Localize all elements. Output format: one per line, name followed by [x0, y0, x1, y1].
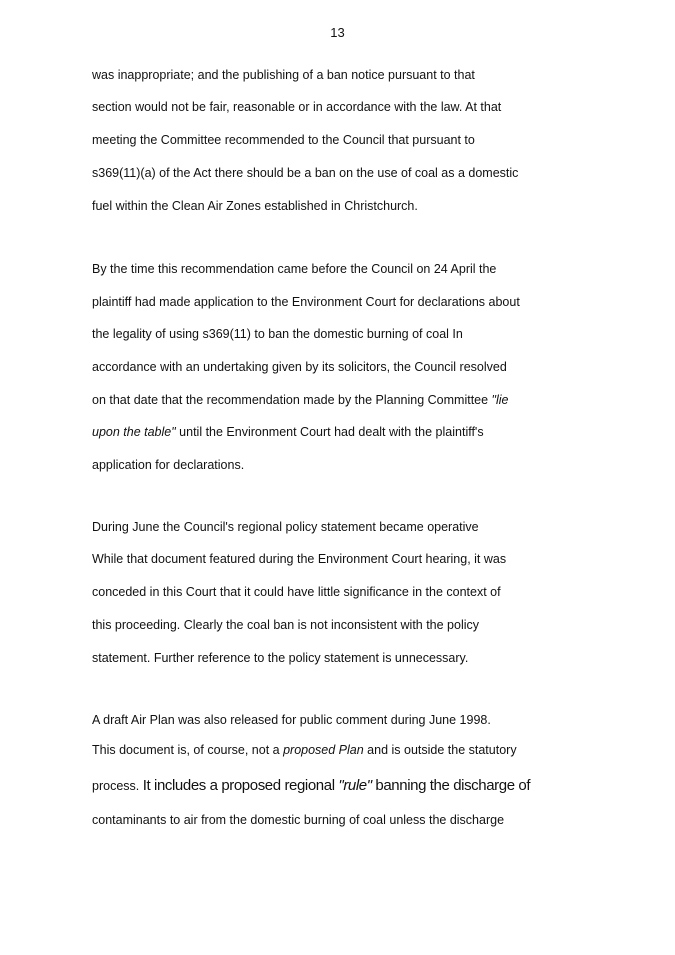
text-line: By the time this recommendation came before the Council on 24 April the — [92, 262, 497, 276]
text-line: During June the Council's regional policy statement became operative — [92, 520, 479, 534]
text-line — [92, 392, 509, 408]
text-segment: banning the discharge of — [371, 777, 531, 794]
text-segment: until the Environment Court had dealt with the plaintiff's — [175, 425, 484, 439]
text-line — [92, 424, 484, 440]
text-line: s369(11)(a) of the Act there should be a ban on the use of coal as a domestic — [92, 166, 519, 180]
text-line — [92, 778, 530, 794]
text-segment: on that date that the recommendation made by the Planning Committee — [92, 393, 492, 407]
text-line — [92, 742, 517, 758]
text-line: application for declarations. — [92, 458, 245, 472]
text-line: section would not be fair, reasonable or in accordance with the law. At that — [92, 100, 502, 114]
text-line: the legality of using s369(11) to ban the domestic burning of coal In — [92, 327, 463, 341]
text-line: A draft Air Plan was also released for public comment during June 1998. — [92, 713, 491, 727]
text-line: contaminants to air from the domestic burning of coal unless the discharge — [92, 813, 505, 827]
text-line: fuel within the Clean Air Zones established in Christchurch. — [92, 199, 418, 213]
text-line: conceded in this Court that it could have little significance in the context of — [92, 585, 501, 599]
italic-quote: "rule" — [338, 777, 372, 794]
text-segment: and is outside the statutory — [363, 743, 517, 757]
text-line: meeting the Committee recommended to the Council that pursuant to — [92, 133, 475, 147]
text-line: statement. Further reference to the policy statement is unnecessary. — [92, 651, 469, 665]
page-number: 13 — [330, 25, 345, 40]
text-line: accordance with an undertaking given by its solicitors, the Council resolved — [92, 360, 507, 374]
text-line: plaintiff had made application to the Environment Court for declarations about — [92, 295, 520, 309]
text-line: this proceeding. Clearly the coal ban is not inconsistent with the policy — [92, 618, 480, 632]
text-line: was inappropriate; and the publishing of a ban notice pursuant to that — [92, 68, 475, 82]
text-segment: This document is, of course, not a — [92, 743, 284, 757]
text-segment: process. — [92, 779, 143, 793]
text-line: While that document featured during the Environment Court hearing, it was — [92, 552, 507, 566]
text-segment: It includes a proposed regional — [142, 777, 339, 794]
italic-quote: upon the table" — [92, 425, 176, 439]
italic-quote: "lie — [491, 393, 509, 407]
italic-term: proposed Plan — [283, 743, 364, 757]
